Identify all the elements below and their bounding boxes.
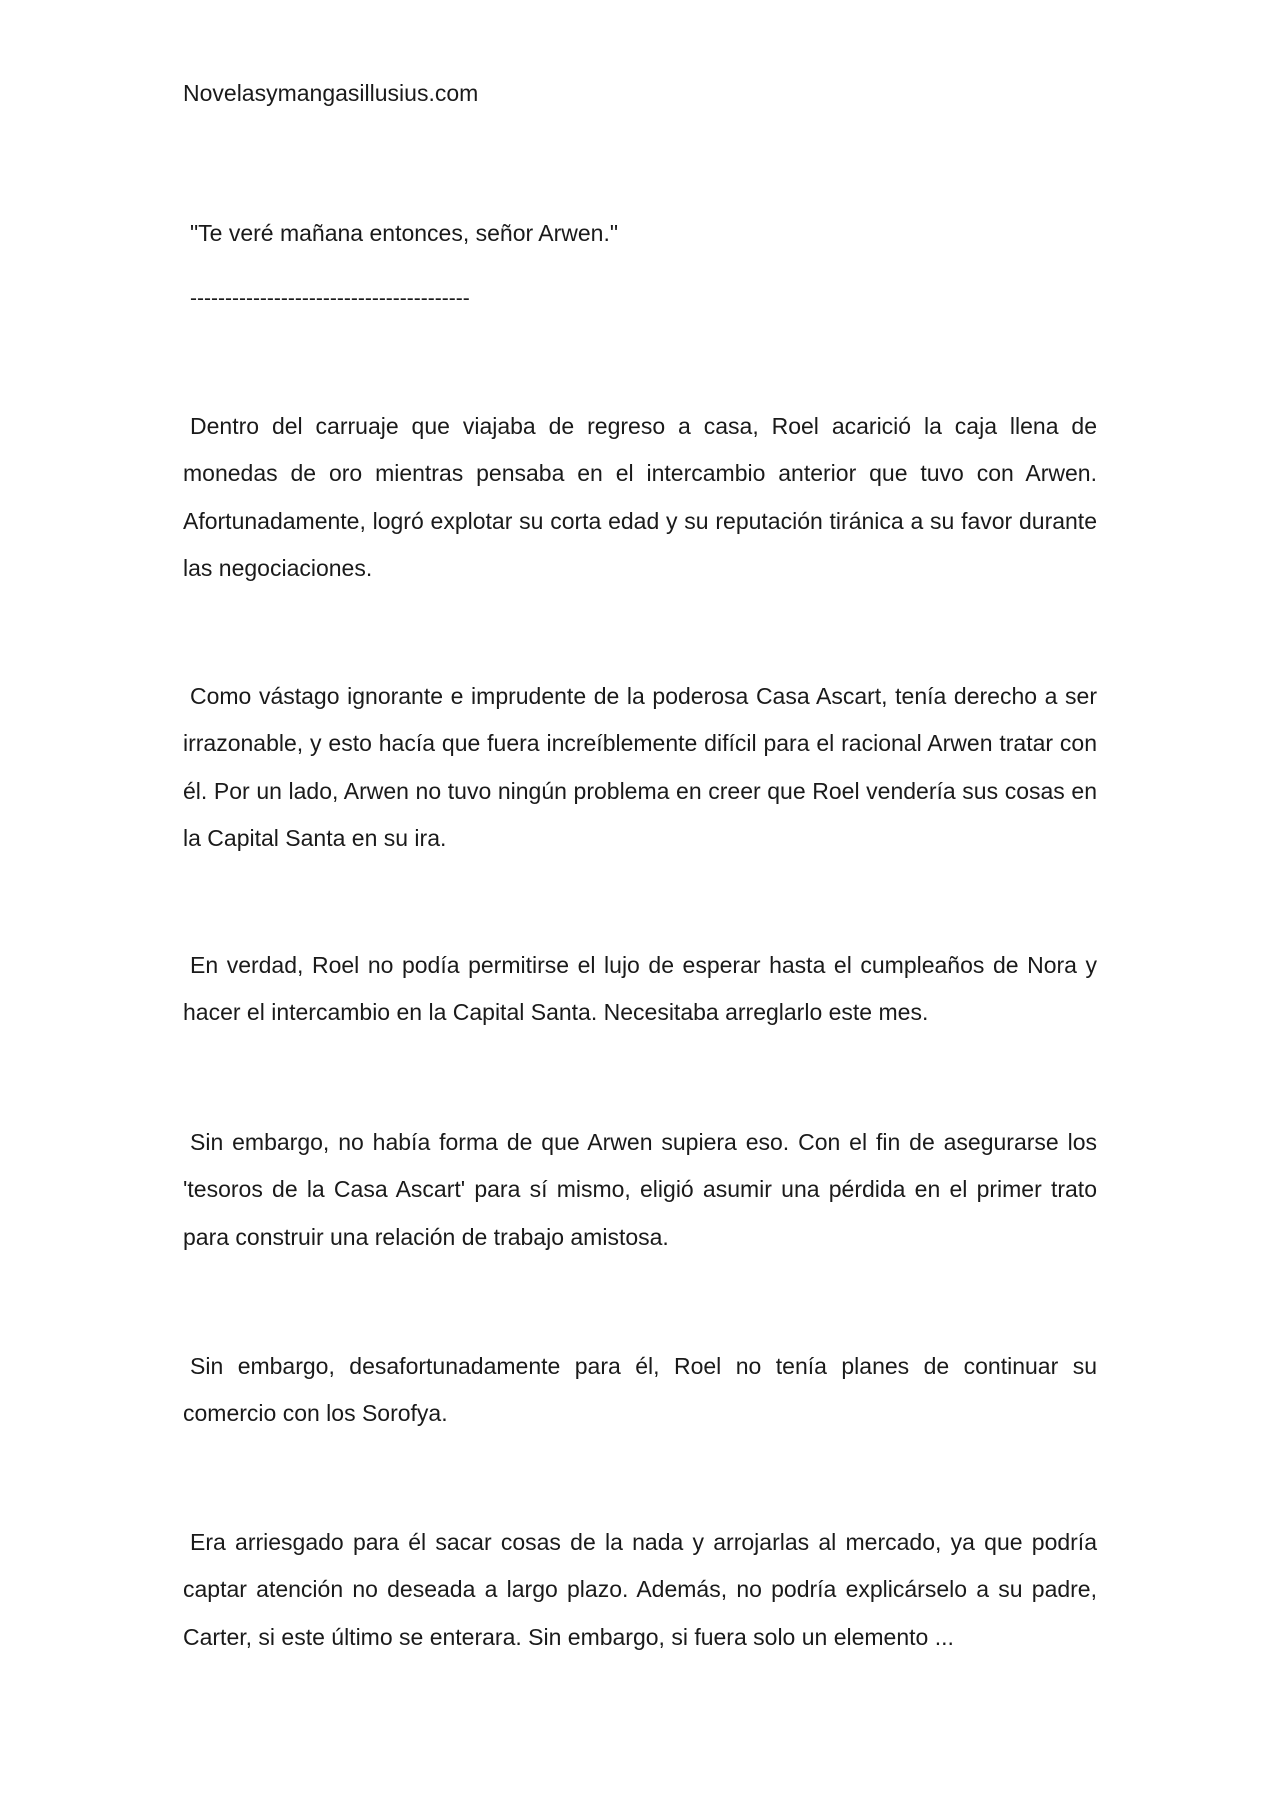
paragraph [183, 1343, 1097, 1438]
site-header: Novelasymangasillusius.com [183, 80, 479, 106]
paragraph-text: Como vástago ignorante e imprudente de la poderosa Casa Ascart, tenía derecho a ser irrazonable, y esto hacía que fuera increíblemente difícil para el racional Arwen tratar con él. Por un lado, Arwen no tuvo ningún problema en creer que Roel vendería sus cosas en la Capital Santa en su ira. [183, 683, 1097, 851]
paragraph-text: Dentro del carruaje que viajaba de regreso a casa, Roel acarició la caja llena de monedas de oro mientras pensaba en el intercambio anterior que tuvo con Arwen. Afortunadamente, logró explotar su corta edad y su reputación tiránica a su favor durante las negociaciones. [183, 413, 1097, 581]
paragraph-text: En verdad, Roel no podía permitirse el lujo de esperar hasta el cumpleaños de Nora y hacer el intercambio en la Capital Santa. Necesitaba arreglarlo este mes. [183, 952, 1097, 1026]
paragraph-text: Sin embargo, desafortunadamente para él, Roel no tenía planes de continuar su comercio con los Sorofya. [183, 1353, 1097, 1427]
paragraph [183, 942, 1097, 1037]
section-separator: ---------------------------------------- [190, 287, 470, 310]
paragraph [183, 1119, 1097, 1261]
paragraph-text: Sin embargo, no había forma de que Arwen supiera eso. Con el fin de asegurarse los 'tesoros de la Casa Ascart' para sí mismo, eligió asumir una pérdida en el primer trato para construir una relación de trabajo amistosa. [183, 1129, 1097, 1250]
dialogue-text: "Te veré mañana entonces, señor Arwen." [190, 220, 619, 246]
dialogue-line [183, 210, 1097, 257]
paragraph [183, 1519, 1097, 1661]
paragraph [183, 403, 1097, 592]
paragraph [183, 673, 1097, 862]
paragraph-text: Era arriesgado para él sacar cosas de la nada y arrojarlas al mercado, ya que podría captar atención no deseada a largo plazo. Además, no podría explicárselo a su padre, Carter, si este último se enterara. Sin embargo, si fuera solo un elemento ... [183, 1529, 1097, 1650]
